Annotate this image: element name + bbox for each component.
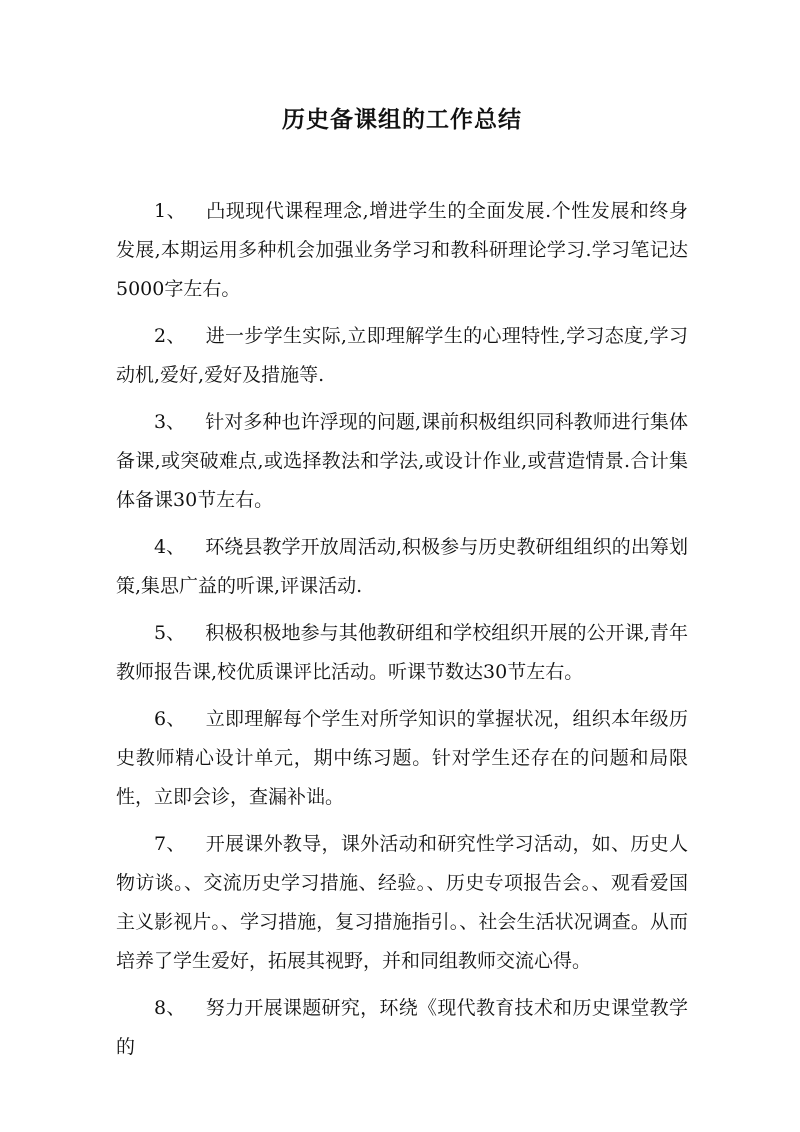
paragraph-text: 针对多种也许浮现的问题,课前积极组织同科教师进行集体备课,或突破难点,或选择教法和学法,或设计作业,或营造情景.合计集体备课30节左右。 xyxy=(116,411,688,511)
paragraph-number: 6、 xyxy=(154,708,186,730)
paragraph-1 xyxy=(116,192,688,309)
paragraph-2 xyxy=(116,317,688,395)
paragraph-text: 环绕县教学开放周活动,积极参与历史教研组组织的出筹划策,集思广益的听课,评课活动. xyxy=(116,536,688,597)
paragraph-text: 立即理解每个学生对所学知识的掌握状况，组织本年级历史教师精心设计单元，期中练习题。针对学生还存在的问题和局限性，立即会诊，查漏补诎。 xyxy=(116,708,688,808)
paragraph-5 xyxy=(116,614,688,692)
paragraph-text: 进一步学生实际,立即理解学生的心理特性,学习态度,学习动机,爱好,爱好及措施等. xyxy=(116,325,688,386)
paragraph-number: 8、 xyxy=(154,997,186,1019)
paragraph-4 xyxy=(116,528,688,606)
paragraph-text: 努力开展课题研究，环绕《现代教育技术和历史课堂教学的 xyxy=(116,997,688,1058)
paragraph-text: 积极积极地参与其他教研组和学校组织开展的公开课,青年教师报告课,校优质课评比活动。听课节数达30节左右。 xyxy=(116,622,688,683)
paragraph-number: 1、 xyxy=(154,200,187,222)
paragraph-number: 2、 xyxy=(154,325,186,347)
paragraph-6 xyxy=(116,700,688,817)
paragraph-number: 4、 xyxy=(154,536,186,558)
paragraph-text: 开展课外教导，课外活动和研究性学习活动，如、历史人物访谈。、交流历史学习措施、经验。、历史专项报告会。、观看爱国主义影视片。、学习措施，复习措施指引。、社会生活状况调查。从而培养了学生爱好，拓展其视野，并和同组教师交流心得。 xyxy=(116,833,688,972)
paragraph-number: 7、 xyxy=(154,833,186,855)
document-title: 历史备课组的工作总结 xyxy=(282,106,522,133)
paragraph-text: 凸现现代课程理念,增进学生的全面发展.个性发展和终身发展,本期运用多种机会加强业务学习和教科研理论学习.学习笔记达5000字左右。 xyxy=(116,200,688,300)
paragraph-3 xyxy=(116,403,688,520)
paragraph-7 xyxy=(116,825,688,981)
paragraph-8 xyxy=(116,989,688,1067)
paragraph-number: 3、 xyxy=(154,411,186,433)
paragraph-number: 5、 xyxy=(154,622,186,644)
